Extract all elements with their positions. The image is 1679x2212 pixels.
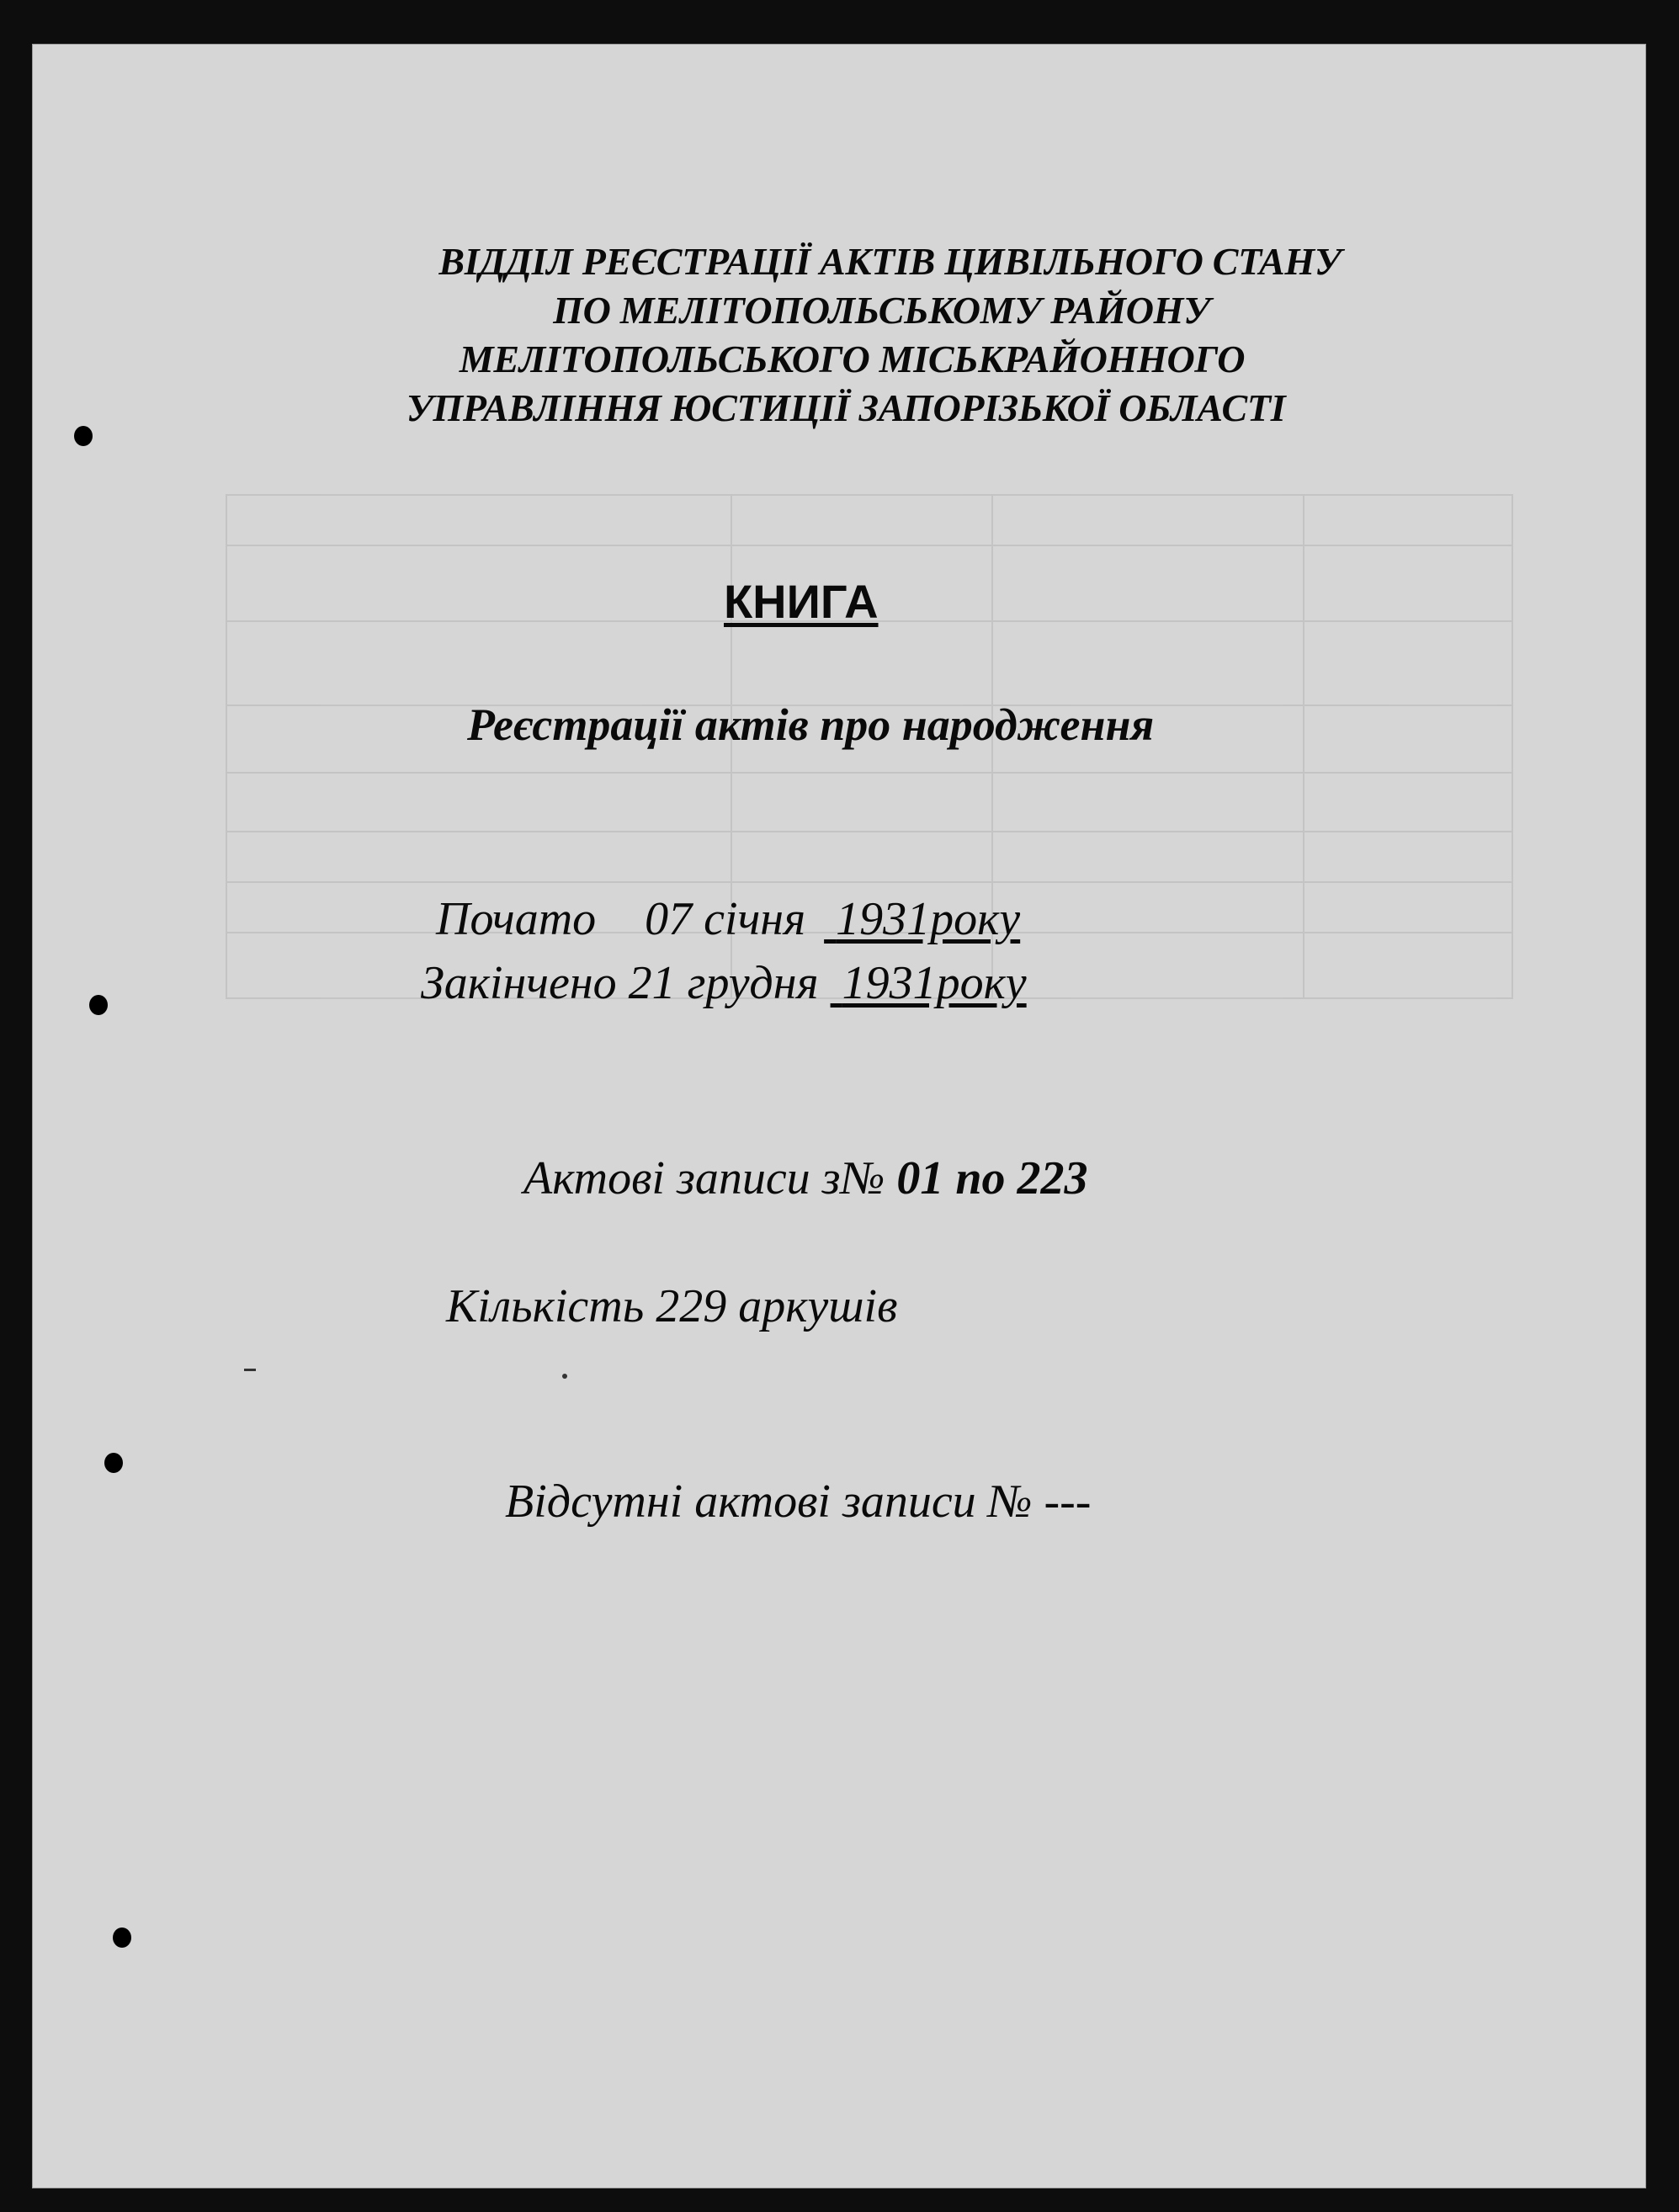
header-line: МЕЛІТОПОЛЬСЬКОГО МІСЬКРАЙОННОГО	[459, 338, 1246, 380]
ended-year: 1931року	[842, 957, 1027, 1009]
stray-mark	[244, 1369, 256, 1371]
missing-row	[505, 1475, 1091, 1529]
ended-label: Закінчено	[421, 957, 617, 1009]
header-line: УПРАВЛІННЯ ЮСТИЦІЇ ЗАПОРІЗЬКОЇ ОБЛАСТІ	[406, 386, 1286, 429]
header-line: ПО МЕЛІТОПОЛЬСЬКОМУ РАЙОНУ	[553, 289, 1210, 332]
sheets-label: Кількість	[446, 1280, 645, 1332]
sheets-count: 229	[656, 1280, 727, 1332]
records-to-word: по	[955, 1152, 1006, 1204]
header-line: ВІДДІЛ РЕЄСТРАЦІЇ АКТІВ ЦИВІЛЬНОГО СТАНУ	[438, 240, 1342, 283]
missing-value: ---	[1044, 1476, 1092, 1528]
punch-hole	[89, 995, 108, 1015]
started-row	[436, 892, 1020, 946]
book-title: КНИГА	[724, 575, 879, 628]
records-label: Актові записи з№	[523, 1152, 885, 1204]
stray-mark	[562, 1374, 567, 1379]
records-row	[523, 1151, 1087, 1205]
institution-header	[0, 237, 1679, 433]
punch-hole	[113, 1928, 131, 1948]
sheets-row	[446, 1279, 897, 1333]
missing-label: Відсутні актові записи №	[505, 1476, 1033, 1528]
started-year: 1931року	[836, 893, 1021, 945]
punch-hole	[104, 1453, 123, 1473]
started-label: Почато	[436, 893, 597, 945]
started-date: 07 січня	[645, 893, 806, 945]
ended-row	[421, 956, 1027, 1010]
records-to: 223	[1017, 1152, 1088, 1204]
ended-date: 21 грудня	[628, 957, 819, 1009]
book-subtitle: Реєстрації актів про народження	[467, 699, 1155, 750]
records-from: 01	[896, 1152, 944, 1204]
sheets-unit: аркушів	[738, 1280, 898, 1332]
